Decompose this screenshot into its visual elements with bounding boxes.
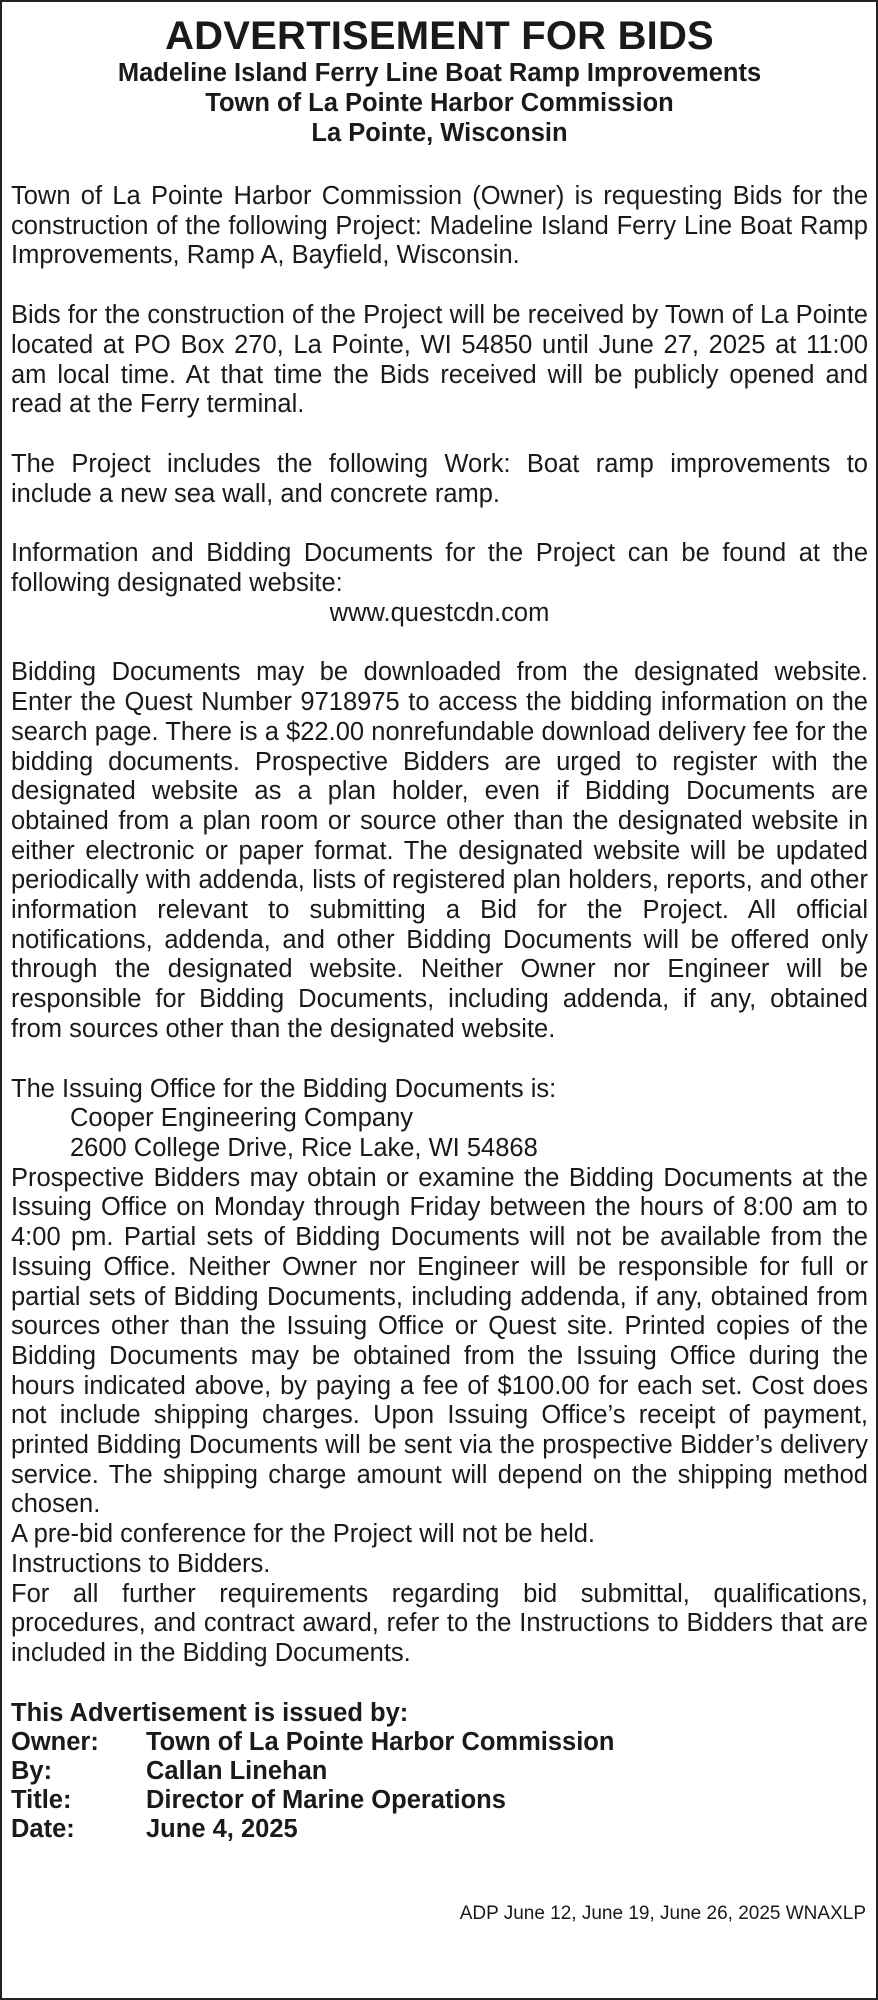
paragraph-bid-receipt: Bids for the construction of the Project will be received by Town of La Pointe located at PO Box 270, La Pointe, WI 54850 until June 27, 2025 at 11:00 am local time. At that time the Bids received will be publicly opened and read at the Ferry terminal.: [11, 301, 868, 419]
signature-row-owner: [11, 1728, 868, 1757]
signature-label: Date:: [11, 1814, 75, 1843]
issuing-office-address: 2600 College Drive, Rice Lake, WI 54868: [70, 1133, 538, 1162]
advertisement-content: [11, 14, 868, 1844]
owner-name: Town of La Pointe Harbor Commission: [205, 89, 674, 117]
advertisement-title: ADVERTISEMENT FOR BIDS: [165, 14, 714, 58]
issuing-office-name: Cooper Engineering Company: [70, 1104, 414, 1133]
signature-row-title: [11, 1786, 868, 1815]
signature-label: Title:: [11, 1785, 72, 1814]
paragraph-information: Information and Bidding Documents for the Project can be found at the following designated website:: [11, 539, 868, 598]
signature-label: By:: [11, 1756, 53, 1785]
paragraph-pre-bid: A pre-bid conference for the Project will not be held.: [11, 1520, 595, 1549]
location: La Pointe, Wisconsin: [311, 119, 568, 147]
signature-value: Callan Linehan: [146, 1756, 328, 1785]
signature-value: June 4, 2025: [146, 1814, 298, 1843]
paragraph-obtain-documents: Prospective Bidders may obtain or examine the Bidding Documents at the Issuing Office on Monday through Friday between the hours of 8:00 am to 4:00 pm. Partial sets of Bidding Documents will not be available from the Issuing Office. Neither Owner nor Engineer will be responsible for full or partial sets of Bidding Documents, including addenda, if any, obtained from sources other than the Issuing Office or Quest site. Printed copies of the Bidding Documents may be obtained from the Issuing Office during the hours indicated above, by paying a fee of $100.00 for each set. Cost does not include shipping charges. Upon Issuing Office’s receipt of payment, printed Bidding Documents will be sent via the prospective Bidder’s delivery service. The shipping charge amount will depend on the shipping method chosen.: [11, 1163, 868, 1519]
signature-row-date: [11, 1815, 868, 1844]
signature-value: Director of Marine Operations: [146, 1785, 506, 1814]
signature-label: Owner:: [11, 1727, 99, 1756]
paragraph-downloads: Bidding Documents may be downloaded from the designated website. Enter the Quest Number 9718975 to access the bidding information on the search page. There is a $22.00 nonrefundable download delivery fee for the bidding documents. Prospective Bidders are urged to register with the designated website as a plan holder, even if Bidding Documents are obtained from a plan room or source other than the designated website in either electronic or paper format. The designated website will be updated periodically with addenda, lists of registered plan holders, reports, and other information relevant to submitting a Bid for the Project. All official notifications, addenda, and other Bidding Documents will be offered only through the designated website. Neither Owner nor Engineer will be responsible for Bidding Documents, including addenda, if any, obtained from sources other than the designated website.: [11, 658, 868, 1043]
signature-value: Town of La Pointe Harbor Commission: [146, 1727, 615, 1756]
issued-by-heading: This Advertisement is issued by:: [11, 1698, 409, 1727]
paragraph-request-bids: Town of La Pointe Harbor Commission (Owner) is requesting Bids for the construction of the following Project: Madeline Island Ferry Line Boat Ramp Improvements, Ramp A, Bayfield, Wisconsin.: [11, 182, 868, 270]
project-name: Madeline Island Ferry Line Boat Ramp Improvements: [117, 59, 762, 87]
publication-dates: ADP June 12, June 19, June 26, 2025 WNAXLP: [459, 1903, 866, 1924]
designated-website: www.questcdn.com: [329, 598, 550, 627]
paragraph-requirements: For all further requirements regarding bid submittal, qualifications, procedures, and contract award, refer to the Instructions to Bidders that are included in the Bidding Documents.: [11, 1579, 868, 1667]
paragraph-project-work: The Project includes the following Work: Boat ramp improvements to include a new sea wall, and concrete ramp.: [11, 449, 868, 508]
issuing-office-intro: The Issuing Office for the Bidding Documents is:: [11, 1074, 557, 1103]
signature-row-by: [11, 1757, 868, 1786]
paragraph-instructions: Instructions to Bidders.: [11, 1549, 271, 1578]
